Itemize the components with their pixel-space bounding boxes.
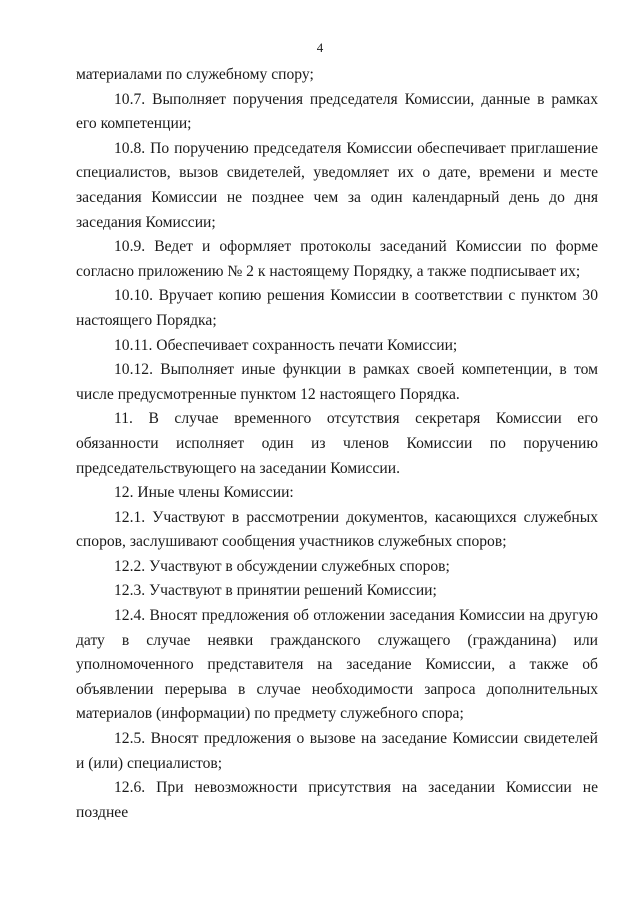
- paragraph: 12.2. Участвуют в обсуждении служебных споров;: [114, 557, 450, 575]
- paragraph: 10.11. Обеспечивает сохранность печати Комиссии;: [114, 336, 458, 354]
- paragraph: 10.12. Выполняет иные функции в рамках своей компетенции, в том числе предусмотренные пунктом 12 настоящего Порядка.: [76, 361, 598, 403]
- paragraph: 10.9. Ведет и оформляет протоколы заседаний Комиссии по форме согласно приложению № 2 к настоящему Порядку, а также подписывает их;: [76, 238, 598, 280]
- paragraph: 12.6. При невозможности присутствия на заседании Комиссии не позднее: [76, 779, 598, 821]
- paragraph: 12.3. Участвуют в принятии решений Комиссии;: [114, 582, 437, 600]
- paragraph: 12. Иные члены Комиссии:: [114, 484, 294, 502]
- paragraph: 12.5. Вносят предложения о вызове на заседание Комиссии свидетелей и (или) специалистов;: [76, 730, 598, 772]
- paragraph: 10.10. Вручает копию решения Комиссии в соответствии с пунктом 30 настоящего Порядка;: [76, 287, 598, 329]
- page-number: 4: [316, 40, 324, 55]
- paragraph: 10.8. По поручению председателя Комиссии обеспечивает приглашение специалистов, вызов свидетелей, уведомляет их о дате, времени и месте заседания Комиссии не позднее чем за один календарный день до дня заседания Комиссии;: [76, 139, 598, 231]
- paragraph: 12.4. Вносят предложения об отложении заседания Комиссии на другую дату в случае неявки гражданского служащего (гражданина) или уполномоченного представителя на заседание Комиссии, а также об объявлении перерыва в случае необходимости запроса дополнительных материалов (информации) по предмету служебного спора;: [76, 607, 598, 723]
- paragraph: материалами по служебному спору;: [76, 66, 314, 83]
- paragraph: 11. В случае временного отсутствия секретаря Комиссии его обязанности исполняет один из членов Комиссии по поручению председательствующего на заседании Комиссии.: [76, 410, 598, 477]
- paragraph: 12.1. Участвуют в рассмотрении документов, касающихся служебных споров, заслушивают сообщения участников служебных споров;: [76, 508, 598, 551]
- document-body: [76, 63, 598, 825]
- paragraph: 10.7. Выполняет поручения председателя Комиссии, данные в рамках его компетенции;: [76, 90, 598, 133]
